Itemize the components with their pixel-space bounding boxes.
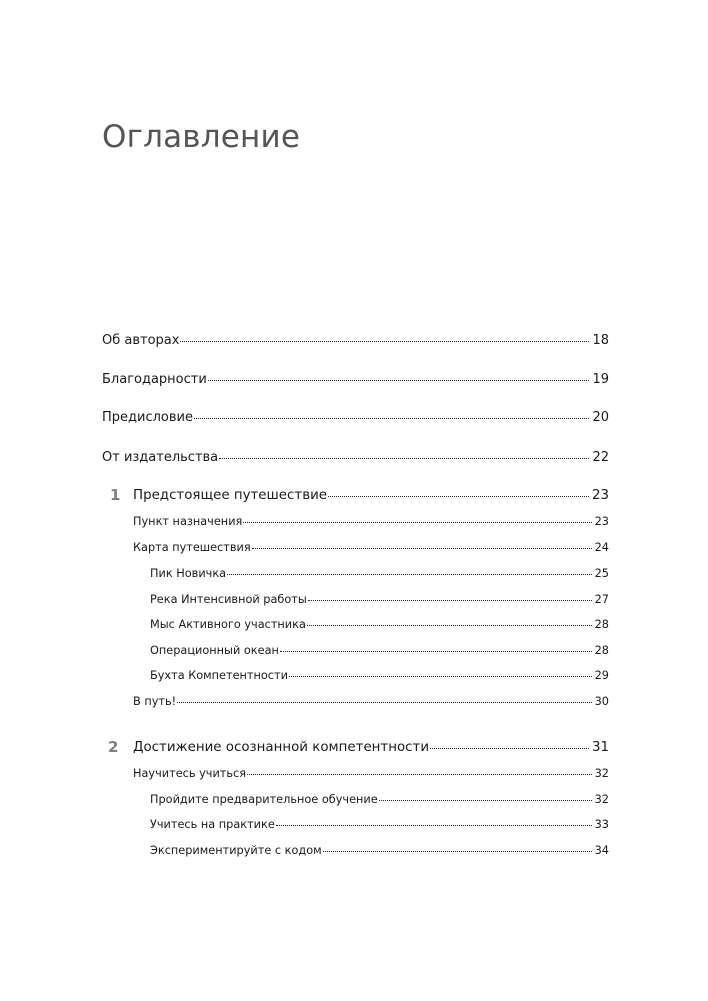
toc-page-number: 27 (594, 593, 609, 606)
toc-page-number: 22 (592, 450, 609, 465)
dot-leader (323, 851, 592, 852)
dot-leader (289, 676, 592, 677)
toc-subsection-label: Экспериментируйте с кодом (150, 844, 322, 857)
toc-section[interactable] (133, 515, 609, 528)
toc-subsection[interactable] (150, 793, 609, 806)
page-title: Оглавление (102, 119, 301, 155)
dot-leader (194, 418, 589, 419)
toc-section-label: Пункт назначения (133, 515, 243, 528)
toc-entry-from-publisher[interactable] (102, 450, 609, 465)
toc-subsection-label: Мыс Активного участника (150, 618, 306, 631)
toc-page-number: 34 (594, 844, 609, 857)
toc-chapter-label: Предстоящее путешествие (133, 488, 328, 503)
dot-leader (208, 380, 590, 381)
toc-page-number: 32 (594, 793, 609, 806)
toc-page-number: 18 (592, 333, 609, 348)
toc-chapter-2[interactable] (133, 740, 609, 755)
toc-page-number: 30 (594, 695, 609, 708)
toc-page-number: 28 (594, 618, 609, 631)
chapter-number: 1 (110, 486, 121, 504)
dot-leader (379, 800, 592, 801)
toc-subsection-label: Пик Новичка (150, 567, 227, 580)
toc-page-number: 29 (594, 669, 609, 682)
dot-leader (227, 574, 592, 575)
toc-chapter-1[interactable] (133, 488, 609, 503)
dot-leader (252, 548, 592, 549)
toc-page-number: 23 (594, 515, 609, 528)
toc-chapter-label: Достижение осознанной компетентности (133, 740, 430, 755)
toc-entry-label: Благодарности (102, 372, 207, 387)
dot-leader (280, 651, 592, 652)
toc-entry-label: От издательства (102, 450, 219, 465)
toc-page-number: 28 (594, 644, 609, 657)
toc-page-number: 32 (594, 767, 609, 780)
toc-entry-label: Об авторах (102, 333, 180, 348)
toc-page-number: 33 (594, 818, 609, 831)
toc-subsection[interactable] (150, 644, 609, 657)
dot-leader (308, 600, 592, 601)
toc-section-label: В путь! (133, 695, 177, 708)
toc-subsection[interactable] (150, 618, 609, 631)
toc-section[interactable] (133, 767, 609, 780)
dot-leader (276, 825, 592, 826)
dot-leader (177, 702, 591, 703)
toc-page-number: 25 (594, 567, 609, 580)
dot-leader (180, 341, 589, 342)
toc-subsection[interactable] (150, 844, 609, 857)
toc-section-label: Научитесь учиться (133, 767, 247, 780)
toc-subsection[interactable] (150, 818, 609, 831)
toc-entry-acknowledgements[interactable] (102, 372, 609, 387)
toc-section[interactable] (133, 541, 609, 554)
toc-entry-about-authors[interactable] (102, 333, 609, 348)
dot-leader (243, 522, 591, 523)
toc-subsection[interactable] (150, 593, 609, 606)
dot-leader (430, 748, 589, 749)
toc-page-number: 19 (592, 372, 609, 387)
dot-leader (219, 458, 589, 459)
dot-leader (247, 774, 592, 775)
toc-page-number: 24 (594, 541, 609, 554)
toc-subsection-label: Пройдите предварительное обучение (150, 793, 378, 806)
toc-subsection-label: Река Интенсивной работы (150, 593, 307, 606)
dot-leader (328, 496, 589, 497)
toc-section-label: Карта путешествия (133, 541, 251, 554)
toc-subsection-label: Операционный океан (150, 644, 279, 657)
toc-page-number: 20 (592, 410, 609, 425)
chapter-number: 2 (108, 738, 119, 756)
toc-subsection[interactable] (150, 567, 609, 580)
dot-leader (307, 625, 592, 626)
toc-subsection-label: Бухта Компетентности (150, 669, 288, 682)
toc-page-number: 31 (591, 740, 609, 755)
toc-entry-label: Предисловие (102, 410, 193, 425)
toc-subsection[interactable] (150, 669, 609, 682)
toc-page-number: 23 (591, 488, 609, 503)
toc-section[interactable] (133, 695, 609, 708)
toc-entry-preface[interactable] (102, 410, 609, 425)
toc-subsection-label: Учитесь на практике (150, 818, 275, 831)
